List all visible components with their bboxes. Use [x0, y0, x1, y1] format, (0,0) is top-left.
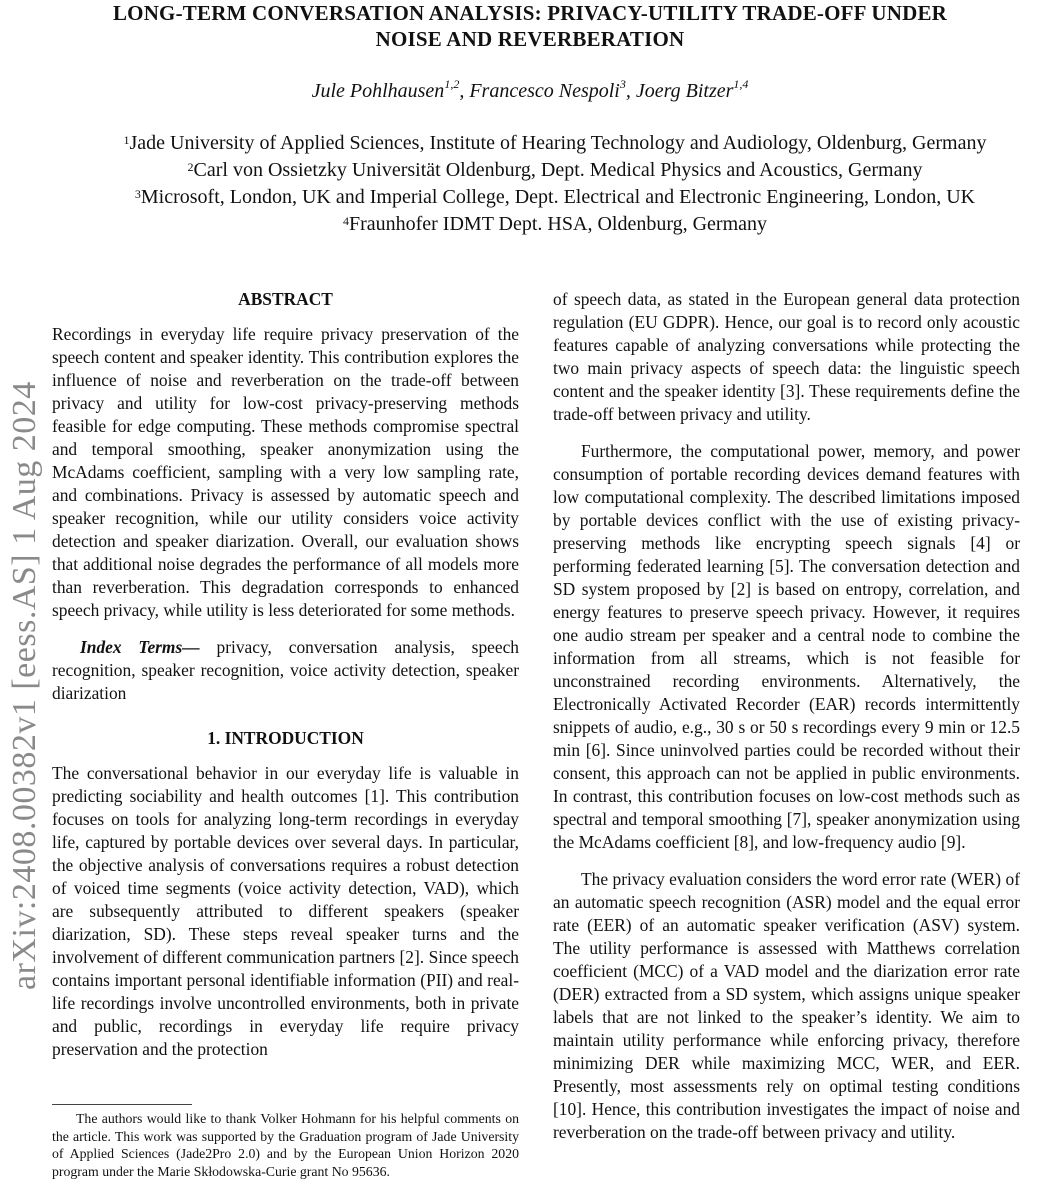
index-terms-text: privacy, conversation analysis, speech recognition, speaker recognition, voice activity detection, speaker diarization — [52, 637, 519, 703]
acknowledgment-footnote: The authors would like to thank Volker Hohmann for his helpful comments on the article. This work was supported by the Graduation program of Jade University of Applied Sciences (Jade2Pro 2.0) and by the European Union Horizon 2020 program under the Marie Skłodowska-Curie grant No 95636. — [52, 1111, 519, 1179]
affiliation-line — [40, 211, 1056, 238]
author-list: Jule Pohlhausen$^{1,2}$, Francesco Nespoli$^3$, Joerg Bitzer$^{1,4}$ — [311, 77, 749, 102]
footnote-divider — [52, 1104, 192, 1105]
author-name: Francesco Nespoli — [469, 80, 620, 102]
affiliation-text: Microsoft, London, UK and Imperial College, Dept. Electrical and Electronic Engineering, London, UK — [140, 186, 976, 208]
author-sup: 1,4 — [733, 77, 749, 91]
affiliations — [40, 130, 1056, 238]
index-terms — [52, 636, 519, 705]
affiliation-sup: 4 — [342, 214, 349, 228]
author-name: Joerg Bitzer — [635, 80, 734, 102]
right-column — [553, 288, 1020, 1144]
affiliation-text: Jade University of Applied Sciences, Institute of Hearing Technology and Audiology, Oldenburg, Germany — [129, 132, 987, 154]
intro-paragraph-1: The conversational behavior in our everyday life is valuable in predicting sociability and health outcomes [1]. This contribution focuses on tools for analyzing long-term recordings in everyday life, captured by portable devices over several days. In particular, the objective analysis of conversations requires a robust detection of voiced time segments (voice activity detection, VAD), which are subsequently attributed to different speakers (speaker diarization, SD). These steps reveal speaker turns and the involvement of different communication partners [2]. Since speech contains important personal identifiable information (PII) and real-life recordings involve uncontrolled environments, both in private and public, recordings in everyday life require privacy preservation and the protection — [52, 763, 519, 1059]
abstract-text: Recordings in everyday life require privacy preservation of the speech content and speaker identity. This contribution explores the influence of noise and reverberation on the trade-off between privacy and utility for low-cost privacy-preserving methods feasible for edge computing. These methods compromise spectral and temporal smoothing, speaker anonymization using the McAdams coefficient, sampling with a very low sampling rate, and combinations. Privacy is assessed by automatic speech and speaker recognition, while our utility considers voice activity detection and speaker diarization. Overall, our evaluation shows that additional noise degrades the performance of all models more than reverberation. This degradation corresponds to enhanced speech privacy, while utility is less deteriorated for some methods. — [52, 324, 519, 620]
paper-title — [60, 0, 1000, 52]
affiliation-line — [40, 130, 1056, 157]
author-sup: 1,2 — [444, 77, 460, 91]
author-name: Jule Pohlhausen — [311, 80, 445, 102]
intro-paragraph-2: Furthermore, the computational power, memory, and power consumption of portable recording devices demand features with low computational complexity. The described limitations imposed by portable devices conflict with the use of existing privacy-preserving methods like encrypting speech signals [4] or performing federated learning [5]. The conversation detection and SD system proposed by [2] is based on entropy, correlation, and energy features to preserve speech privacy. However, it requires one audio stream per speaker and a central node to combine the information from all streams, which is not feasible for unconstrained recording environments. Alternatively, the Electronically Activated Recorder (EAR) records intermittently snippets of audio, e.g., 30 s or 50 s recordings every 9 min or 12.5 min [6]. Since uninvolved parties could be recorded without their consent, this approach can not be applied in public environments. In contrast, this contribution focuses on low-cost methods such as spectral and temporal smoothing [7], speaker anonymization using the McAdams coefficient [8], and low-frequency audio [9]. — [553, 441, 1020, 852]
title-line-1: LONG-TERM CONVERSATION ANALYSIS: PRIVACY-UTILITY TRADE-OFF UNDER — [112, 1, 948, 25]
left-column — [52, 288, 519, 1061]
title-line-2: NOISE AND REVERBERATION — [375, 27, 685, 51]
affiliation-line — [40, 157, 1056, 184]
abstract-heading: ABSTRACT — [238, 289, 333, 309]
arxiv-stamp: arXiv:2408.00382v1 [eess.AS] 1 Aug 2024 — [6, 381, 43, 990]
affiliation-line — [40, 184, 1056, 211]
affiliation-text: Fraunhofer IDMT Dept. HSA, Oldenburg, Germany — [348, 213, 768, 235]
introduction-heading: 1. INTRODUCTION — [207, 728, 364, 748]
affiliation-text: Carl von Ossietzky Universität Oldenburg, Dept. Medical Physics and Acoustics, Germany — [193, 159, 923, 181]
affiliation-sup: 1 — [123, 133, 130, 147]
index-terms-label: Index Terms— — [80, 637, 200, 657]
intro-paragraph-3: The privacy evaluation considers the word error rate (WER) of an automatic speech recognition (ASR) model and the equal error rate (EER) of an automatic speaker verification (ASV) system. The utility performance is assessed with Matthews correlation coefficient (MCC) of a VAD model and the diarization error rate (DER) extracted from a SD system, which assigns unique speaker labels that are not linked to the speaker’s identity. We aim to maintain utility performance while enforcing privacy, therefore minimizing DER while maximizing MCC, WER, and EER. Presently, most assessments rely on optimal testing conditions [10]. Hence, this contribution investigates the impact of noise and reverberation on the trade-off between privacy and utility. — [553, 869, 1020, 1142]
affiliation-sup: 3 — [134, 187, 141, 201]
author-sup: 3 — [619, 77, 626, 91]
affiliation-sup: 2 — [187, 160, 194, 174]
intro-paragraph-1-continued: of speech data, as stated in the European general data protection regulation (EU GDPR). Hence, our goal is to record only acoustic features capable of analyzing conversations while protecting the two main privacy aspects of speech data: the linguistic speech content and the speaker identity [3]. These requirements define the trade-off between privacy and utility. — [553, 289, 1020, 424]
